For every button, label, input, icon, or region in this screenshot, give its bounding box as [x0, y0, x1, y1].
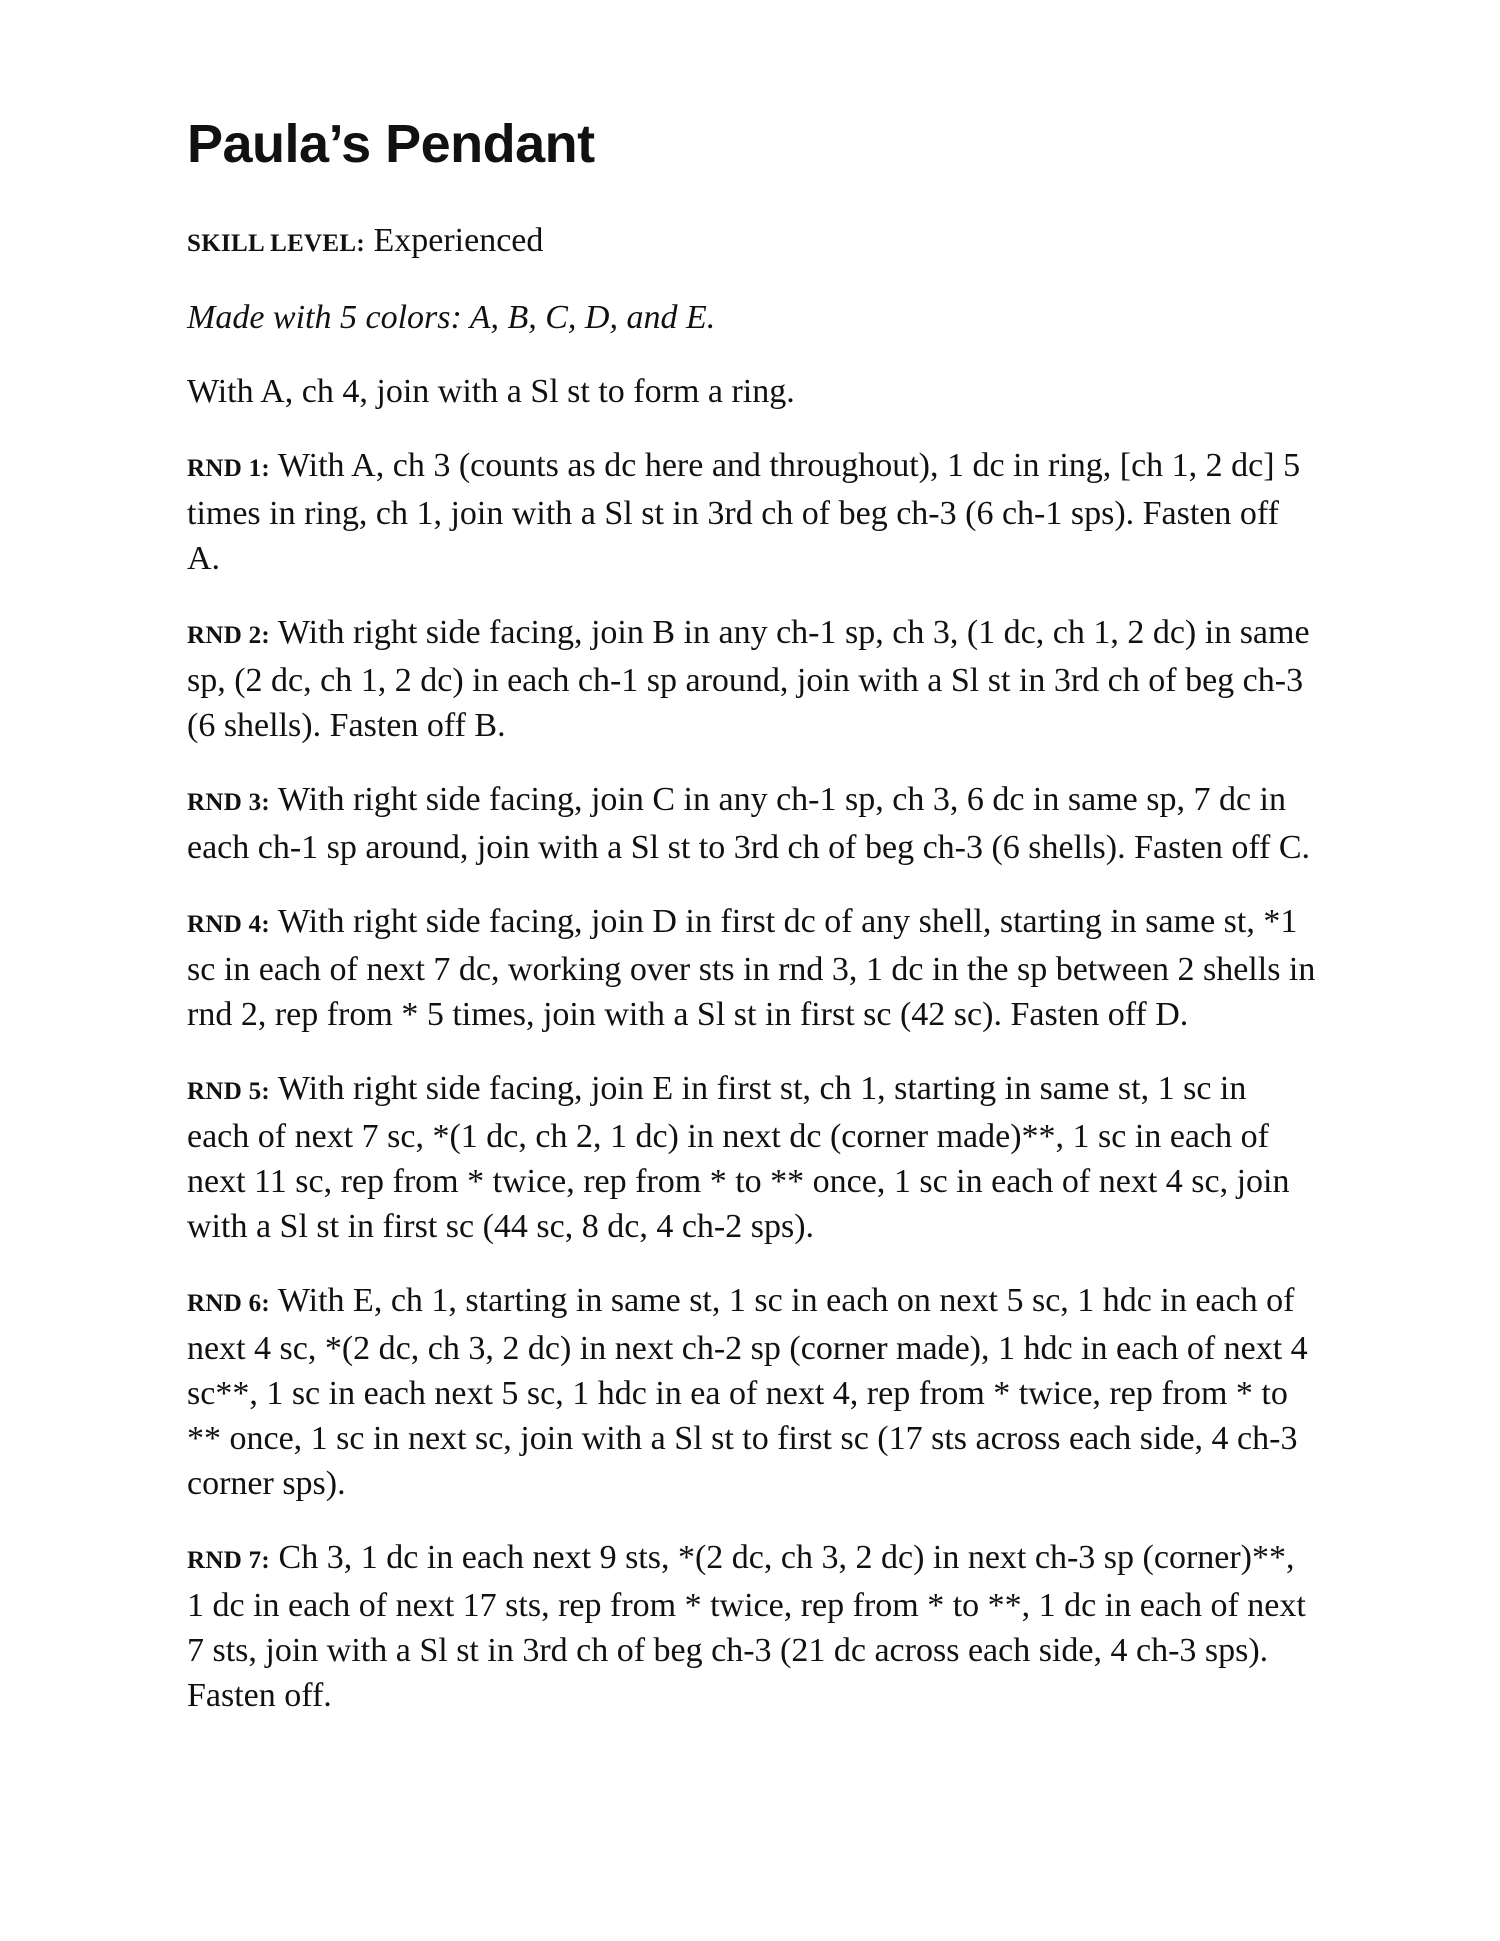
round-4 — [187, 899, 1317, 1037]
round-text: With right side facing, join B in any ch-1 sp, ch 3, (1 dc, ch 1, 2 dc) in same sp, (2 dc, ch 1, 2 dc) in each ch-1 sp around, join with a Sl st in 3rd ch of beg ch-3 (6 shells). Fasten off B. — [187, 614, 1310, 744]
round-text: With right side facing, join D in first dc of any shell, starting in same st, *1 sc in each of next 7 dc, working over sts in rnd 3, 1 dc in the sp between 2 shells in rnd 2, rep from * 5 times, join with a Sl st in first sc (42 sc). Fasten off D. — [187, 903, 1316, 1033]
round-label: RND 5: — [187, 1078, 271, 1105]
round-text: With right side facing, join C in any ch-1 sp, ch 3, 6 dc in same sp, 7 dc in each ch-1 sp around, join with a Sl st to 3rd ch of beg ch-3 (6 shells). Fasten off C. — [187, 781, 1311, 866]
pattern-content — [187, 110, 1317, 1747]
round-3 — [187, 777, 1317, 870]
round-5 — [187, 1066, 1317, 1249]
intro-instruction: With A, ch 4, join with a Sl st to form a ring. — [187, 373, 795, 410]
round-6 — [187, 1278, 1317, 1506]
skill-level — [187, 218, 1317, 266]
round-label: RND 2: — [187, 622, 271, 649]
round-text: With right side facing, join E in first st, ch 1, starting in same st, 1 sc in each of next 7 sc, *(1 dc, ch 2, 1 dc) in next dc (corner made)**, 1 sc in each of next 11 sc, rep from * twice, rep from * to ** once, 1 sc in each of next 4 sc, join with a Sl st in first sc (44 sc, 8 dc, 4 ch-2 sps). — [187, 1070, 1290, 1245]
round-text: Ch 3, 1 dc in each next 9 sts, *(2 dc, ch 3, 2 dc) in next ch-3 sp (corner)**, 1 dc in each of next 17 sts, rep from * twice, rep from * to **, 1 dc in each of next 7 sts, join with a Sl st in 3rd ch of beg ch-3 (21 dc across each side, 4 ch-3 sps). Fasten off. — [187, 1539, 1306, 1714]
colors-note: Made with 5 colors: A, B, C, D, and E. — [187, 299, 716, 336]
round-label: RND 7: — [187, 1547, 271, 1574]
round-7 — [187, 1535, 1317, 1718]
round-label: RND 6: — [187, 1290, 271, 1317]
page-title: Paula’s Pendant — [187, 114, 595, 174]
round-2 — [187, 610, 1317, 748]
round-label: RND 1: — [187, 455, 271, 482]
skill-level-value: Experienced — [364, 222, 544, 259]
round-text: With E, ch 1, starting in same st, 1 sc in each on next 5 sc, 1 hdc in each of next 4 sc, *(2 dc, ch 3, 2 dc) in next ch-2 sp (corner made), 1 hdc in each of next 4 sc**, 1 sc in each next 5 sc, 1 hdc in ea of next 4, rep from * twice, rep from * to ** once, 1 sc in next sc, join with a Sl st to first sc (17 sts across each side, 4 ch-3 corner sps). — [187, 1282, 1308, 1502]
round-text: With A, ch 3 (counts as dc here and throughout), 1 dc in ring, [ch 1, 2 dc] 5 times in ring, ch 1, join with a Sl st in 3rd ch of beg ch-3 (6 ch-1 sps). Fasten off A. — [187, 447, 1301, 577]
round-1 — [187, 443, 1317, 581]
skill-level-label: SKILL LEVEL: — [187, 230, 365, 257]
round-label: RND 4: — [187, 911, 271, 938]
round-label: RND 3: — [187, 789, 271, 816]
